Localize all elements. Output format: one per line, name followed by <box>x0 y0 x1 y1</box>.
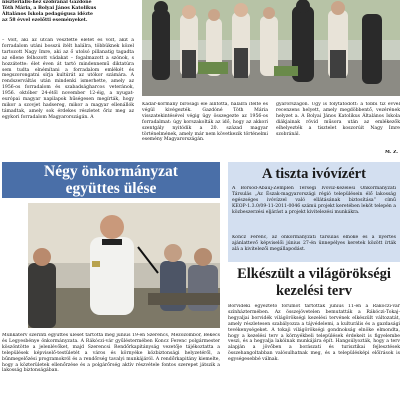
article2-box <box>228 162 400 262</box>
article1-title-line1: Négy önkormányzat <box>44 163 178 180</box>
article1-body-text: Munkaterv szerinti együttes ülését tartotta meg június 19-én Szerencs, Mezőzombor, Bekecs és Legyesbénye önkormányzata. A Rákóczi-vár gyűléstermében Koncz Ferenc polgármester köszöntötte a jelenlévőket, majd Szerencsi Rendőrkapitányság vezetője tájékoztatta a települések képviselő-testületét a város és környéke közbiztonsági helyzetéről, a bűnmegelőzési programokról és a rendőrség tavalyi munkájáról. A rendőrkapitány kiemelte, hogy a közterületek ellenőrzése és a polgárőrség aktív részvétele fontos szerepet játszik a lakosság biztonságában. <box>2 333 220 374</box>
lead-line: az 58 évvel ezelőtti eseményeket. <box>2 17 88 23</box>
meeting-photo-image <box>28 203 220 328</box>
lead-line: niszteriális‑hez szobránál Gazdóné <box>2 0 92 5</box>
article1-title-line2: együttes ülése <box>65 180 157 197</box>
article1-title-banner <box>2 162 220 198</box>
article3-title-line1: Elkészült a világörökségi <box>237 266 391 282</box>
article2-title: A tiszta ivóvízért <box>262 166 366 182</box>
ceremony-photo <box>142 0 400 96</box>
top-col1-lead <box>2 0 134 24</box>
col3-signature: M. Z. <box>384 150 398 155</box>
article2-body-p1: A Borsod‑Abaúj‑Zemplén Térségi Ivóvíz-kezelési Önkormányzati Társulás „Az Észak-magyarországi régió településein élő lakosság egészséges ivóvízzel való ellátásának biztosítása” című KEOP‑1.3.0/09‑11‑2011‑0046 számú projekt keretében leköt telepén a közbeszerzési eljárást a projekt kivitelezési munkákra. <box>232 186 396 215</box>
lead-line: Általános Iskola pedagógusa idézte <box>2 11 93 17</box>
article2-body-p2: Koncz Ferenc, az önkormányzati társulás elnöke és a nyertes ajánlattevő képviselői június 27-én ünnepélyes keretek között írták alá a kivitelezői megállapodást. <box>232 235 396 252</box>
col1-body-text: – Volt, aki az utcán vesztette életét és volt, akit a forradalom utáni bosszú ítélt halálra, többüknek közel tartozott Nagy Imre, aki az ő utolsó pillanatig tagadta az ellene felhozott vádakat – fogalmazott a szónok, s hozzátette: élet éven át tartó mindennemű diktatúra sem tudta elnémítani a forradalom emlékét és megszorongatni sírja kultúrát az utókor számára. A rendszerváltás után mindenki ismerhette, amely az 1956-os forradalom és szabadságharcos veteránok, 1956. október 24-étől november 12-éig, a nyugat-európai magyar napilapok hűségesen megírták, hogy mikor a szovjet hadsereg, mikor a magyar ellenállók támadtak, amely sok érdekes részletet őriz meg az egykori forradalom Magyarországán. A <box>2 38 134 120</box>
article3-body-text: Borvidéki egyeztető fórumot tartottak június 11-én a Rákóczi-vár színháztermében. Az összejövetelen bemutatták a Rákóczi-Tokaj-hegyaljai borvidék világörökségi kezelési tervének elkészült változatát, amely részletesen szabályozza a tájvédelemi, a kulturális és a gazdasági tevékenységeket. A tokaji világörökségi gondnokság elnöke elmondta, hogy a kezelési terv a környékbeli települések érdekeit is figyelembe veszi, és a hegyalja lakóinak munkájára épít. Hangsúlyozták, hogy a terv alapján a jövőben a borászati és turisztikai fejlesztések összehangoltabban valósulhatnak meg, és a településképi előírások is egységesebbé válnak. <box>228 304 400 363</box>
article3-title-line2: kezelési terv <box>275 283 353 299</box>
col3-body-text: gyarországon. Úgy is folytatódott: a többi tíz évvel recenzens helyett, amely megdöbbentő, vezérének helyzet a. A Bolyai János Katolikus Általános Iskola diákjainak rövid műsora után az emlékezők elhelyezték a tisztelet koszorúit Nagy Imre szobránál. <box>276 102 400 137</box>
col2-body-text: Kádár-kormány bírósági elé állította, halálra ítélte és végül kivégezték. Gazdóné Tóth Mária visszatekintésével végig ügy összegezte az 1956-os forradalmat: úgy korszakolták az idő, hogy az akkori szentgály nyitódik a 20. század magyar történelmének, amely már nem következik történelmi esemény Magyarországán. <box>142 102 268 143</box>
meeting-photo <box>28 203 220 328</box>
article3-title <box>228 266 400 300</box>
ceremony-photo-image <box>142 0 400 96</box>
lead-line: Tóth Mária, a Bolyai János Katolikus <box>2 5 97 11</box>
